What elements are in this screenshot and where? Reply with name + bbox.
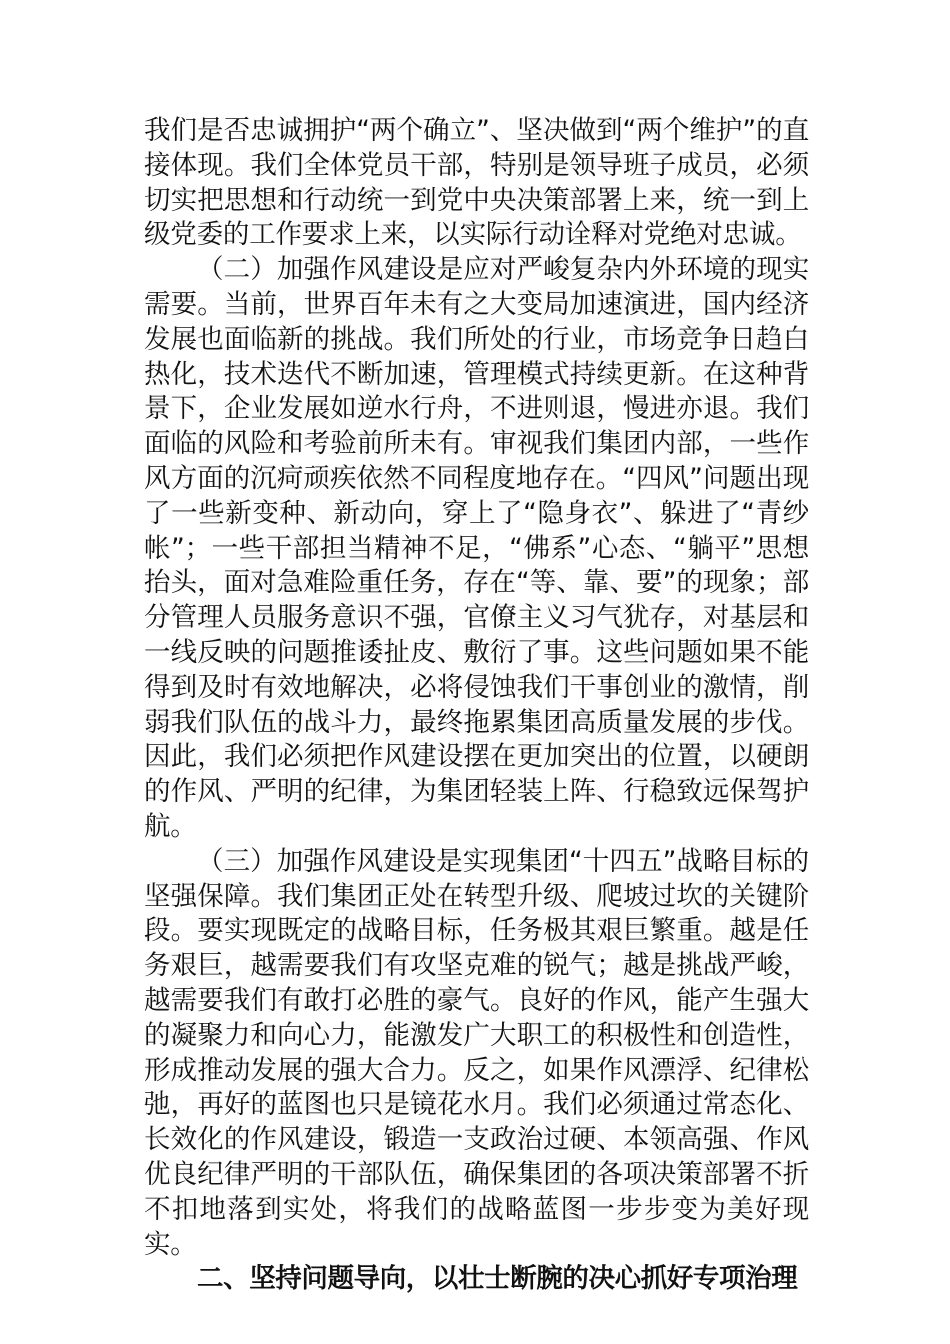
paragraph-section-two: （二）加强作风建设是应对严峻复杂内外环境的现实需要。当前，世界百年未有之大变局加速演进，国内经济发展也面临新的挑战。我们所处的行业，市场竞争日趋白热化，技术迭代不断加速，管理模式持续更新。在这种背景下，企业发展如逆水行舟，不进则退，慢进亦退。我们面临的风险和考验前所未有。审视我们集团内部，一些作风方面的沉疴顽疾依然不同程度地存在。“四风”问题出现了一些新变种、新动向，穿上了“隐身衣”、躲进了“青纱帐”；一些干部担当精神不足，“佛系”心态、“躺平”思想抬头，面对急难险重任务，存在“等、靠、要”的现象；部分管理人员服务意识不强，官僚主义习气犹存，对基层和一线反映的问题推诿扯皮、敷衍了事。这些问题如果不能得到及时有效地解决，必将侵蚀我们干事创业的激情，削弱我们队伍的战斗力，最终拖累集团高质量发展的步伐。因此，我们必须把作风建设摆在更加突出的位置，以硬朗的作风、严明的纪律，为集团轻装上阵、行稳致远保驾护航。	[144, 254, 809, 842]
paragraph-section-three: （三）加强作风建设是实现集团“十四五”战略目标的坚强保障。我们集团正处在转型升级、爬坡过坎的关键阶段。要实现既定的战略目标，任务极其艰巨繁重。越是任务艰巨，越需要我们有攻坚克难的锐气；越是挑战严峻，越需要我们有敢打必胜的豪气。良好的作风，能产生强大的凝聚力和向心力，能激发广大职工的积极性和创造性，形成推动发展的强大合力。反之，如果作风漂浮、纪律松弛，再好的蓝图也只是镜花水月。我们必须通过常态化、长效化的作风建设，锻造一支政治过硬、本领高强、作风优良纪律严明的干部队伍，确保集团的各项决策部署不折不扣地落到实处，将我们的战略蓝图一步步变为美好现实。	[144, 845, 809, 1260]
document-body	[144, 114, 809, 1297]
paragraph-continuation: 我们是否忠诚拥护“两个确立”、坚决做到“两个维护”的直接体现。我们全体党员干部，特别是领导班子成员，必须切实把思想和行动统一到党中央决策部署上来，统一到上级党委的工作要求上来，以实际行动诠释对党绝对忠诚。	[144, 115, 809, 251]
section-heading: 二、坚持问题导向，以壮士断腕的决心抓好专项治理	[197, 1263, 798, 1295]
